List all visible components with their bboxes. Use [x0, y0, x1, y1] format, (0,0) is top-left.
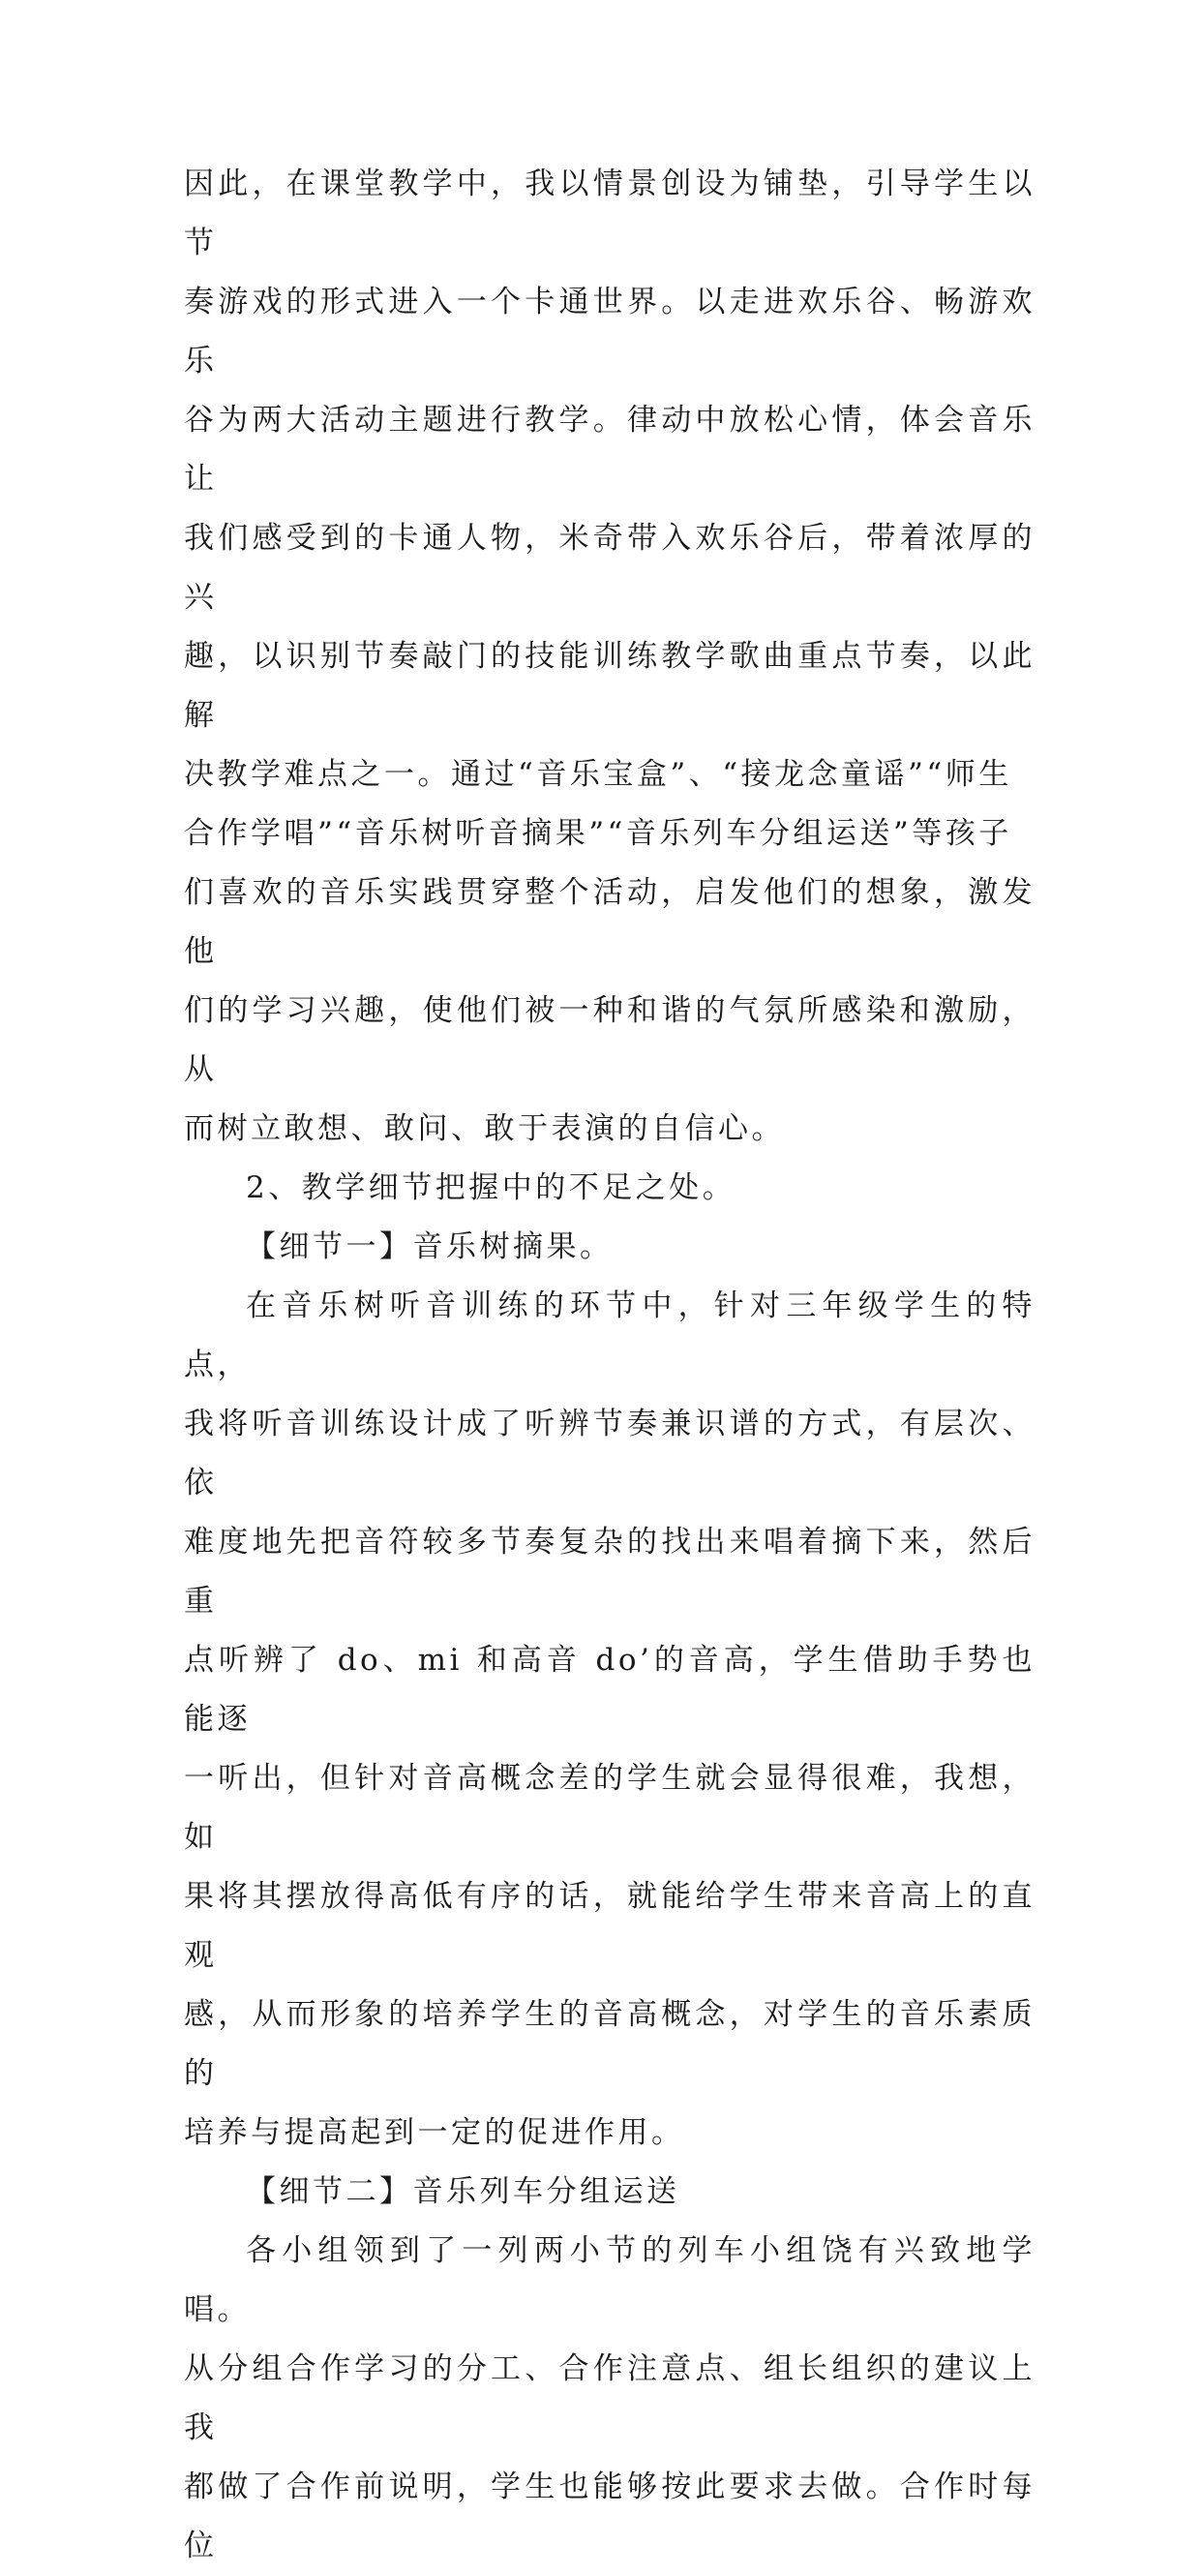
paragraph-p3 [184, 1218, 1036, 1277]
paragraph-p1 [184, 155, 1036, 1159]
text-line: 合作学唱”“音乐树听音摘果”“音乐列车分组运送”等孩子 [184, 816, 1012, 851]
document-body [184, 155, 1036, 2576]
text-line: 一听出，但针对音高概念差的学生就会显得很难，我想，如 [184, 1761, 1036, 1855]
text-line: 在音乐树听音训练的环节中，针对三年级学生的特点， [184, 1288, 1036, 1382]
paragraph-p5 [184, 2163, 1036, 2222]
text-line: 决教学难点之一。通过“音乐宝盒”、“接龙念童谣”“师生 [184, 757, 1012, 792]
text-line: 从分组合作学习的分工、合作注意点、组长组织的建议上我 [184, 2351, 1036, 2445]
paragraph-p6 [184, 2222, 1036, 2576]
text-line: 而树立敢想、敢问、敢于表演的自信心。 [184, 1111, 785, 1146]
paragraph-p2 [184, 1159, 1036, 1218]
text-line: 趣，以识别节奏敲门的技能训练教学歌曲重点节奏，以此解 [184, 639, 1036, 733]
text-line: 奏游戏的形式进入一个卡通世界。以走进欢乐谷、畅游欢乐 [184, 285, 1036, 379]
text-line: 点听辨了 do、mi 和高音 do’的音高，学生借助手势也能逐 [184, 1643, 1036, 1737]
text-line: 难度地先把音符较多节奏复杂的找出来唱着摘下来，然后重 [184, 1525, 1036, 1619]
text-line: 们的学习兴趣，使他们被一种和谐的气氛所感染和激励，从 [184, 993, 1036, 1087]
text-line: 培养与提高起到一定的促进作用。 [184, 2115, 685, 2150]
text-line: 2、教学细节把握中的不足之处。 [246, 1170, 736, 1205]
text-line: 都做了合作前说明，学生也能够按此要求去做。合作时每位 [184, 2470, 1036, 2563]
text-line: 我将听音训练设计成了听辨节奏兼识谱的方式，有层次、依 [184, 1407, 1036, 1500]
text-line: 【细节二】音乐列车分组运送 [246, 2174, 680, 2209]
text-line: 【细节一】音乐树摘果。 [246, 1229, 614, 1264]
text-line: 果将其摆放得高低有序的话，就能给学生带来音高上的直观 [184, 1879, 1036, 1973]
text-line: 各小组领到了一列两小节的列车小组饶有兴致地学唱。 [184, 2233, 1036, 2327]
text-line: 们喜欢的音乐实践贯穿整个活动，启发他们的想象，激发他 [184, 875, 1036, 969]
text-line: 因此，在课堂教学中，我以情景创设为铺垫，引导学生以节 [184, 167, 1036, 260]
text-line: 我们感受到的卡通人物，米奇带入欢乐谷后，带着浓厚的兴 [184, 521, 1036, 615]
text-line: 谷为两大活动主题进行教学。律动中放松心情，体会音乐让 [184, 403, 1036, 497]
paragraph-p4 [184, 1277, 1036, 2163]
text-line: 感，从而形象的培养学生的音高概念，对学生的音乐素质的 [184, 1997, 1036, 2091]
